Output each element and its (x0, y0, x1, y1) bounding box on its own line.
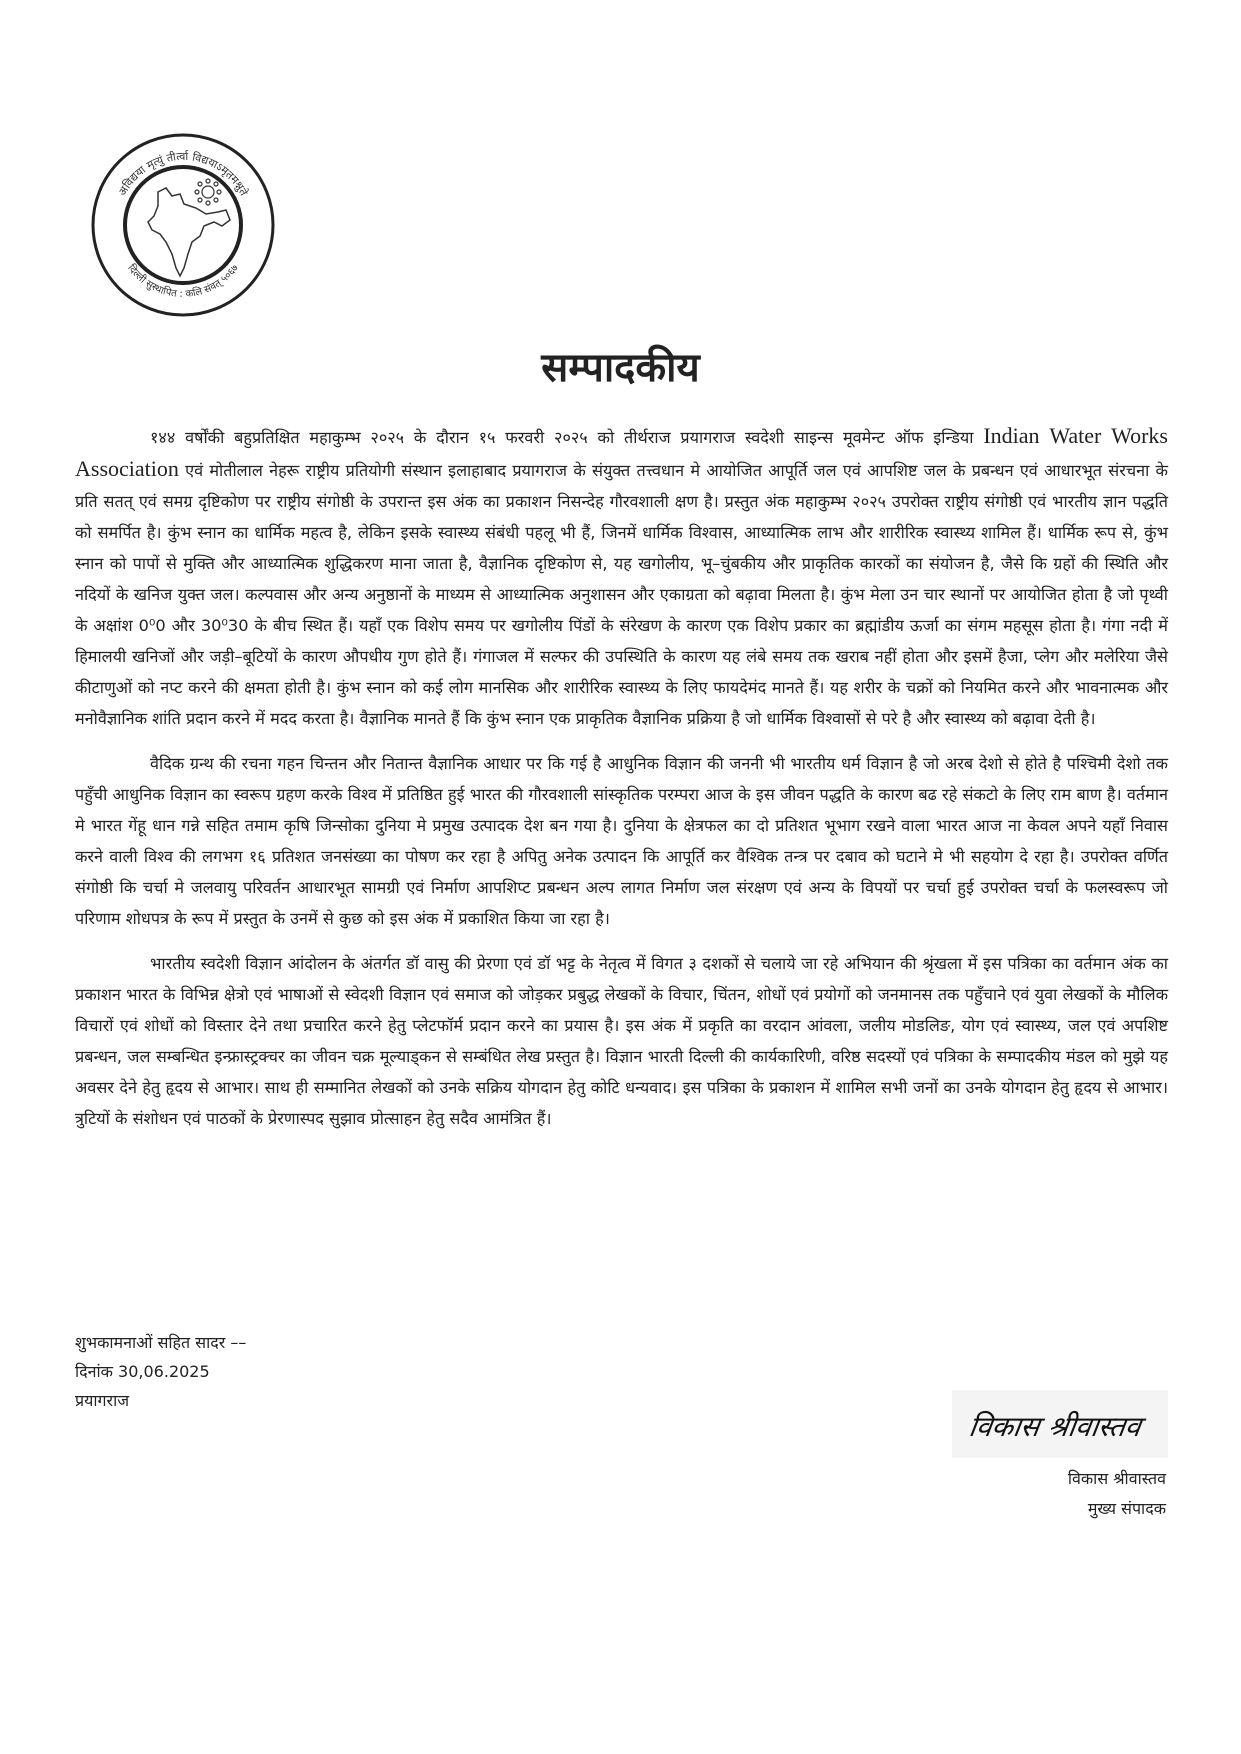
paragraph-1 (75, 420, 1168, 734)
handwritten-signature (952, 1390, 1168, 1458)
closing-block (75, 1328, 246, 1415)
organization-name: Indian Water Works Association (75, 423, 1168, 481)
sun-symbol (195, 179, 221, 205)
editor-block (1068, 1464, 1166, 1524)
seal-graphic (88, 130, 278, 320)
paragraph-1-rest: एवं मोतीलाल नेहरू राष्ट्रीय प्रतियोगी संस्थान इलाहाबाद प्रयागराज के संयुक्त तत्त्वधान मे आयोजित आपूर्ति जल एवं आपशिष्ट जल के प्रबन्धन एवं आधारभूत संरचना के प्रति सतत् एवं समग्र दृष्टिकोण पर राष्ट्रीय संगोष्ठी के उपरान्त इस अंक का प्रकाशन निसन्देह गौरवशाली क्षण है। प्रस्तुत अंक महाकुम्भ २०२५ उपरोक्त राष्ट्रीय संगोष्ठी एवं भारतीय ज्ञान पद्धति को समर्पित है। कुंभ स्नान का धार्मिक महत्व है, लेकिन इसके स्वास्थ्य संबंधी पहलू भी हैं, जिनमें धार्मिक विश्वास, आध्यात्मिक लाभ और शारीरिक स्वास्थ्य शामिल हैं। धार्मिक रूप से, कुंभ स्नान को पापों से मुक्ति और आध्यात्मिक शुद्धिकरण माना जाता है, वैज्ञानिक दृष्टिकोण से, यह खगोलीय, भू–चुंबकीय और प्राकृतिक कारकों का संयोजन है, जैसे कि ग्रहों की स्थिति और नदियों के खनिज युक्त जल। कल्पवास और अन्य अनुष्ठानों के माध्यम से आध्यात्मिक अनुशासन और एकाग्रता को बढ़ावा मिलता है। कुंभ मेला उन चार स्थानों पर आयोजित होता है जो पृथ्वी के अक्षांश 0⁰0 और 30⁰30 के बीच स्थित हैं। यहाँ एक विशेप समय पर खगोलीय पिंडों के संरेखण के कारण एक विशेप प्रकार का ब्रह्मांडीय ऊर्जा का संगम महसूस होता है। गंगा नदी में हिमालयी खनिजों और जड़ी–बूटियों के कारण औपधीय गुण होते हैं। गंगाजल में सल्फर की उपस्थिति के कारण यह लंबे समय तक खराब नहीं होता और इसमें हैजा, प्लेग और मलेरिया जैसे कीटाणुओं को नप्ट करने की क्षमता होती है। कुंभ स्नान को कई लोग मानसिक और शारीरिक स्वास्थ्य के लिए फायदेमंद मानते हैं। यह शरीर के चक्रों को नियमित करने और भावनात्मक और मनोवैज्ञानिक शांति प्रदान करने में मदद करता है। वैज्ञानिक मानते हैं कि कुंभ स्नान एक प्राकृतिक वैज्ञानिक प्रक्रिया है जो धार्मिक विश्वासों से परे है और स्वास्थ्य को बढ़ावा देती है। (75, 461, 1168, 728)
closing-place: प्रयागराज (75, 1391, 130, 1410)
signature-graphic (952, 1390, 1168, 1458)
paragraph-3: भारतीय स्वदेशी विज्ञान आंदोलन के अंतर्गत डॉ वासु की प्रेरणा एवं डॉ भट्ट के नेतृत्व में विगत ३ दशकों से चलाये जा रहे अभियान की श्रृंखला में इस पत्रिका का वर्तमान अंक का प्रकाशन भारत के विभिन्न क्षेत्रो एवं भाषाओं से स्वेदशी विज्ञान एवं समाज को जोड़कर प्रबुद्ध लेखकों के विचार, चिंतन, शोधों एवं प्रयोगों को जनमानस तक पहुँचाने एवं युवा लेखकों के मौलिक विचारों एवं शोधों को विस्तार देने तथा प्रचारित करने हेतु प्लेटफॉर्म प्रदान करने का प्रयास है। इस अंक में प्रकृति का वरदान आंवला, जलीय मोडलिङ, योग एवं स्वास्थ्य, जल एवं अपशिष्ट प्रबन्धन, जल सम्बन्धित इन्फ्रास्ट्रक्चर का जीवन चक्र मूल्याड्कन से सम्बंधित लेख प्रस्तुत है। विज्ञान भारती दिल्ली की कार्यकारिणी, वरिष्ठ सदस्यों एवं पत्रिका के सम्पादकीय मंडल को मुझे यह अवसर देने हेतु हृदय से आभार। साथ ही सम्मानित लेखकों को उनके सक्रिय योगदान हेतु कोटि धन्यवाद। इस पत्रिका के प्रकाशन में शामिल सभी जनों का उनके योगदान हेतु हृदय से आभार। त्रुटियों के संशोधन एवं पाठकों के प्रेरणास्पद सुझाव प्रोत्साहन हेतु सदैव आमंत्रित हैं। (75, 954, 1168, 1128)
seal-bottom-text: दिल्ली सुस्थापित : कलि संवत् ५०६७ (125, 262, 241, 301)
closing-date (75, 1357, 246, 1386)
closing-greeting: शुभकामनाओं सहित सादर –– (75, 1333, 247, 1352)
seal-top-text: अविद्यया मृत्युं तीर्त्वा विद्ययाऽमृतमश्नुते (115, 149, 251, 198)
vijnana-bharati-seal (88, 130, 278, 320)
paragraph-2: वैदिक ग्रन्थ की रचना गहन चिन्तन और नितान्त वैज्ञानिक आधार पर कि गई है आधुनिक विज्ञान की जननी भी भारतीय धर्म विज्ञान है जो अरब देशो से होते है पश्चिमी देशो तक पहुँची आधुनिक विज्ञान का स्वरूप ग्रहण करके विश्व में प्रतिष्ठित हुई भारत की गौरवशाली सांस्कृतिक परम्परा आज के इस जीवन पद्धति के कारण बढ रहे संकटो के लिए राम बाण है। वर्तमान मे भारत गेंहू धान गन्ने सहित तमाम कृषि जिन्सोका दुनिया मे प्रमुख उत्पादक देश बन गया है। दुनिया के क्षेत्रफल का दो प्रतिशत भूभाग रखने वाला भारत आज ना केवल अपने यहाँ निवास करने वाली विश्व की लगभग १६ प्रतिशत जनसंख्या का पोषण कर रहा है अपितु अनेक उत्पादन कि आपूर्ति कर वैश्विक तन्त्र पर दबाव को घटाने मे भी सहयोग दे रहा है। उपरोक्त वर्णित संगोष्ठी कि चर्चा मे जलवायु परिवर्तन आधारभूत सामग्री एवं निर्माण आपशिप्ट प्रबन्धन अल्प लागत निर्माण जल संरक्षण एवं अन्य के विपयों पर चर्चा हुई उपरोक्त चर्चा के फलस्वरूप जो परिणाम शोधपत्र के रूप में प्रस्तुत के उनमें से कुछ को इस अंक में प्रकाशित किया जा रहा है। (75, 754, 1168, 928)
date-value: 30,06.2025 (118, 1362, 210, 1381)
page-title: सम्पादकीय (541, 345, 700, 391)
editorial-body (75, 420, 1168, 1148)
paragraph-1-intro: १४४ वर्षोंकी बहुप्रतिक्षित महाकुम्भ २०२५ के दौरान १५ फरवरी २०२५ को तीर्थराज प्रयागराज स्वदेशी साइन्स मूवमेन्ट ऑफ इन्डिया (150, 428, 984, 447)
date-label: दिनांक (75, 1362, 113, 1381)
editor-name: विकास श्रीवास्तव (1067, 1469, 1166, 1488)
signature-script: विकास श्रीवास्तव (966, 1410, 1143, 1443)
editor-designation: मुख्य संपादक (1087, 1499, 1166, 1518)
